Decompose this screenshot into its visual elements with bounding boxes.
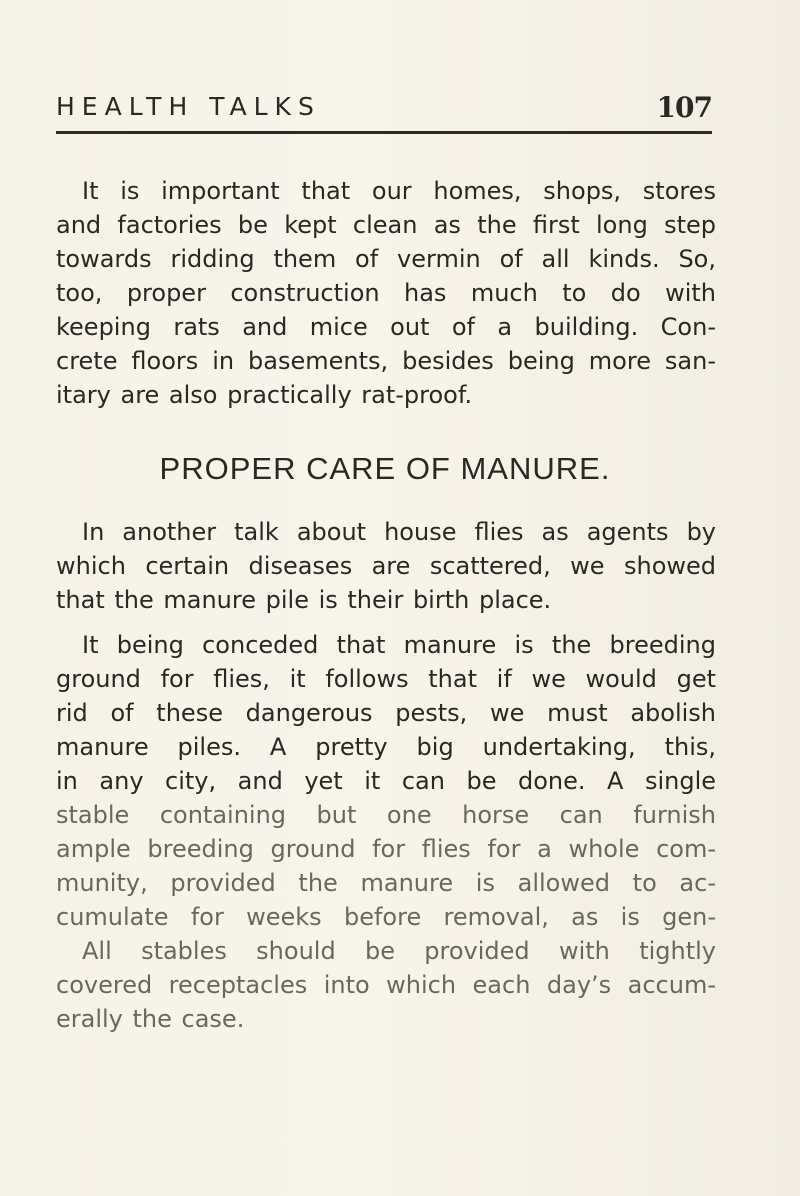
text-line: towards ridding them of vermin of all kinds. So, [56, 245, 716, 273]
text-line: erally the case. [56, 1005, 245, 1033]
text-line: in any city, and yet it can be done. A single [56, 767, 716, 795]
text-line: keeping rats and mice out of a building. Con- [56, 313, 716, 341]
text-line: that the manure pile is their birth place. [56, 586, 552, 614]
text-line: rid of these dangerous pests, we must abolish [56, 699, 716, 727]
paragraph-2 [56, 515, 716, 617]
text-line: and factories be kept clean as the first long step [56, 211, 716, 239]
text-line: stable containing but one horse can furnish [56, 801, 716, 829]
text-line: itary are also practically rat-proof. [56, 381, 473, 409]
text-line: ground for flies, it follows that if we would get [56, 665, 716, 693]
text-line: which certain diseases are scattered, we showed [56, 552, 716, 580]
text-line: too, proper construction has much to do with [56, 279, 716, 307]
text-line: manure piles. A pretty big undertaking, this, [56, 733, 716, 761]
text-line: covered receptacles into which each day’s accum- [56, 971, 716, 999]
text-line: munity, provided the manure is allowed to ac- [56, 869, 716, 897]
text-line: ample breeding ground for flies for a whole com- [56, 835, 716, 863]
text-line: crete floors in basements, besides being more san- [56, 347, 716, 375]
text-line: It is important that our homes, shops, stores [82, 177, 716, 205]
text-line: In another talk about house flies as agents by [82, 518, 716, 546]
paragraph-1 [56, 174, 716, 412]
paragraph-4 [56, 934, 716, 1036]
header-title: HEALTH TALKS [56, 92, 321, 121]
text-line: All stables should be provided with tightly [82, 937, 716, 965]
section-heading: PROPER CARE OF MANURE. [159, 451, 611, 486]
paragraph-3 [56, 628, 716, 934]
page-number: 107 [656, 91, 712, 124]
text-line: cumulate for weeks before removal, as is gen- [56, 903, 716, 931]
header-rule [56, 131, 712, 134]
running-header [56, 88, 712, 128]
text-line: It being conceded that manure is the breeding [82, 631, 716, 659]
